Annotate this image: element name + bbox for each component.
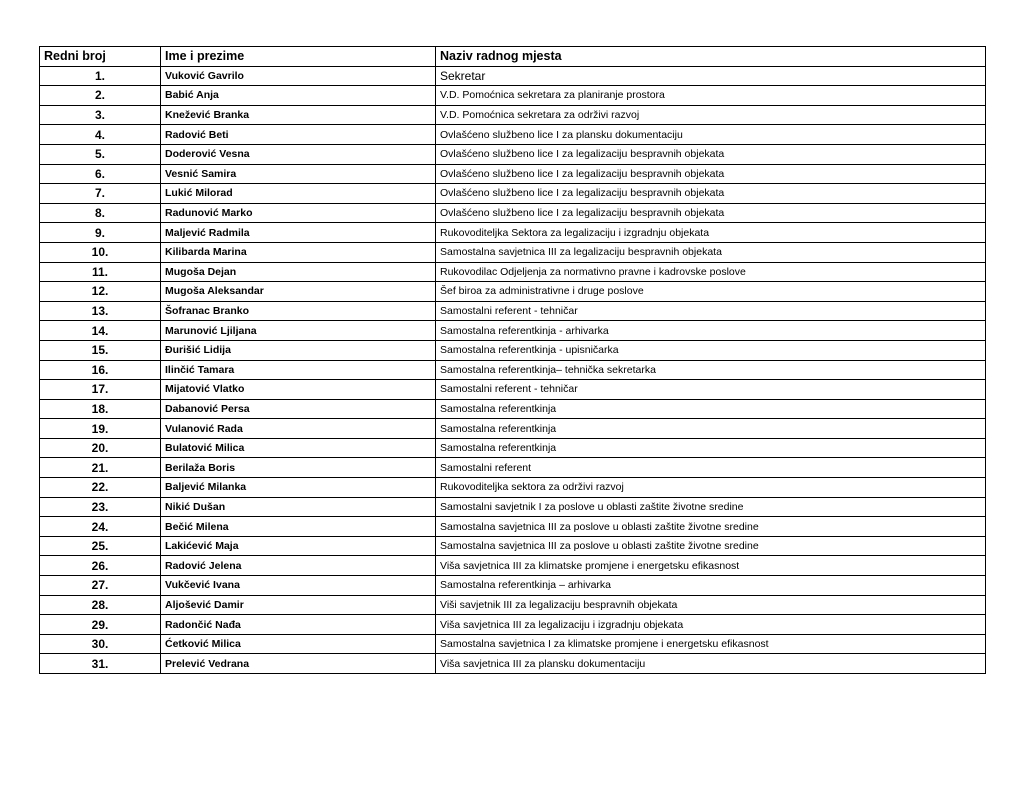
employee-name: Maljević Radmila [161, 223, 436, 243]
job-title: Samostalna referentkinja - arhivarka [436, 321, 986, 341]
job-title: Ovlašćeno službeno lice I za legalizaciju bespravnih objekata [436, 203, 986, 223]
employee-name: Vukčević Ivana [161, 576, 436, 596]
employee-name: Baljević Milanka [161, 478, 436, 498]
table-header-row [40, 47, 986, 67]
employee-name: Bulatović Milica [161, 438, 436, 458]
employee-name: Radončić Nađa [161, 615, 436, 635]
employee-name: Marunović Ljiljana [161, 321, 436, 341]
row-number: 1. [40, 66, 161, 86]
employee-name: Mugoša Dejan [161, 262, 436, 282]
table-row [40, 380, 986, 400]
employee-name: Ćetković Milica [161, 634, 436, 654]
employee-name: Radunović Marko [161, 203, 436, 223]
employee-name: Prelević Vedrana [161, 654, 436, 674]
employee-name: Vesnić Samira [161, 164, 436, 184]
job-title: Samostalna savjetnica III za poslove u oblasti zaštite životne sredine [436, 536, 986, 556]
employee-table [39, 46, 986, 674]
employee-name: Mugoša Aleksandar [161, 282, 436, 302]
job-title: Viša savjetnica III za klimatske promjene i energetsku efikasnost [436, 556, 986, 576]
job-title: Samostalna referentkinja [436, 399, 986, 419]
row-number: 14. [40, 321, 161, 341]
employee-name: Radović Jelena [161, 556, 436, 576]
row-number: 8. [40, 203, 161, 223]
table-row [40, 576, 986, 596]
job-title: Samostalna referentkinja– tehnička sekretarka [436, 360, 986, 380]
table-body [40, 66, 986, 673]
job-title: Viša savjetnica III za plansku dokumentaciju [436, 654, 986, 674]
job-title: Ovlašćeno službeno lice I za legalizaciju bespravnih objekata [436, 144, 986, 164]
table-row [40, 282, 986, 302]
job-title: Šef biroa za administrativne i druge poslove [436, 282, 986, 302]
header-position: Naziv radnog mjesta [436, 47, 986, 67]
table-row [40, 458, 986, 478]
table-row [40, 556, 986, 576]
job-title: V.D. Pomoćnica sekretara za planiranje prostora [436, 86, 986, 106]
employee-name: Kilibarda Marina [161, 242, 436, 262]
employee-name: Ilinčić Tamara [161, 360, 436, 380]
row-number: 30. [40, 634, 161, 654]
employee-name: Babić Anja [161, 86, 436, 106]
employee-name: Knežević Branka [161, 105, 436, 125]
employee-name: Vuković Gavrilo [161, 66, 436, 86]
job-title: Ovlašćeno službeno lice I za legalizaciju bespravnih objekata [436, 164, 986, 184]
job-title: Samostalna savjetnica III za poslove u oblasti zaštite životne sredine [436, 517, 986, 537]
job-title: Sekretar [436, 66, 986, 86]
row-number: 22. [40, 478, 161, 498]
table-row [40, 654, 986, 674]
table-row [40, 615, 986, 635]
table-row [40, 223, 986, 243]
job-title: Rukovodilac Odjeljenja za normativno pravne i kadrovske poslove [436, 262, 986, 282]
table-row [40, 340, 986, 360]
job-title: Rukovoditeljka sektora za održivi razvoj [436, 478, 986, 498]
table-row [40, 301, 986, 321]
table-row [40, 478, 986, 498]
job-title: Ovlašćeno službeno lice I za plansku dokumentaciju [436, 125, 986, 145]
row-number: 6. [40, 164, 161, 184]
row-number: 10. [40, 242, 161, 262]
job-title: Rukovoditeljka Sektora za legalizaciju i izgradnju objekata [436, 223, 986, 243]
job-title: Samostalni referent [436, 458, 986, 478]
table-row [40, 203, 986, 223]
row-number: 27. [40, 576, 161, 596]
job-title: V.D. Pomoćnica sekretara za održivi razvoj [436, 105, 986, 125]
table-row [40, 360, 986, 380]
header-number: Redni broj [40, 47, 161, 67]
table-row [40, 242, 986, 262]
table-row [40, 262, 986, 282]
row-number: 12. [40, 282, 161, 302]
employee-name: Lukić Milorad [161, 184, 436, 204]
job-title: Samostalni referent - tehničar [436, 380, 986, 400]
table-row [40, 164, 986, 184]
table-row [40, 595, 986, 615]
table-row [40, 399, 986, 419]
job-title: Ovlašćeno službeno lice I za legalizaciju bespravnih objekata [436, 184, 986, 204]
job-title: Samostalna referentkinja [436, 419, 986, 439]
job-title: Samostalni referent - tehničar [436, 301, 986, 321]
job-title: Samostalna referentkinja [436, 438, 986, 458]
row-number: 16. [40, 360, 161, 380]
table-row [40, 438, 986, 458]
employee-name: Mijatović Vlatko [161, 380, 436, 400]
employee-name: Dabanović Persa [161, 399, 436, 419]
row-number: 31. [40, 654, 161, 674]
table-row [40, 125, 986, 145]
row-number: 11. [40, 262, 161, 282]
table-row [40, 321, 986, 341]
row-number: 15. [40, 340, 161, 360]
row-number: 21. [40, 458, 161, 478]
table-row [40, 66, 986, 86]
row-number: 3. [40, 105, 161, 125]
row-number: 2. [40, 86, 161, 106]
employee-name: Vulanović Rada [161, 419, 436, 439]
table-row [40, 634, 986, 654]
job-title: Samostalna savjetnica III za legalizaciju bespravnih objekata [436, 242, 986, 262]
employee-name: Doderović Vesna [161, 144, 436, 164]
job-title: Samostalna savjetnica I za klimatske promjene i energetsku efikasnost [436, 634, 986, 654]
employee-name: Nikić Dušan [161, 497, 436, 517]
header-name: Ime i prezime [161, 47, 436, 67]
row-number: 25. [40, 536, 161, 556]
row-number: 4. [40, 125, 161, 145]
table-row [40, 497, 986, 517]
row-number: 19. [40, 419, 161, 439]
row-number: 9. [40, 223, 161, 243]
row-number: 26. [40, 556, 161, 576]
table-row [40, 419, 986, 439]
employee-name: Šofranac Branko [161, 301, 436, 321]
employee-name: Lakićević Maja [161, 536, 436, 556]
employee-name: Aljošević Damir [161, 595, 436, 615]
employee-name: Radović Beti [161, 125, 436, 145]
row-number: 7. [40, 184, 161, 204]
row-number: 18. [40, 399, 161, 419]
employee-name: Đurišić Lidija [161, 340, 436, 360]
table-row [40, 86, 986, 106]
employee-name: Berilaža Boris [161, 458, 436, 478]
row-number: 13. [40, 301, 161, 321]
job-title: Viša savjetnica III za legalizaciju i izgradnju objekata [436, 615, 986, 635]
employee-name: Bečić Milena [161, 517, 436, 537]
row-number: 29. [40, 615, 161, 635]
table-row [40, 105, 986, 125]
job-title: Samostalni savjetnik I za poslove u oblasti zaštite životne sredine [436, 497, 986, 517]
job-title: Samostalna referentkinja - upisničarka [436, 340, 986, 360]
table-row [40, 536, 986, 556]
row-number: 28. [40, 595, 161, 615]
row-number: 5. [40, 144, 161, 164]
job-title: Viši savjetnik III za legalizaciju bespravnih objekata [436, 595, 986, 615]
table-row [40, 144, 986, 164]
row-number: 24. [40, 517, 161, 537]
row-number: 20. [40, 438, 161, 458]
row-number: 17. [40, 380, 161, 400]
job-title: Samostalna referentkinja – arhivarka [436, 576, 986, 596]
table-row [40, 184, 986, 204]
row-number: 23. [40, 497, 161, 517]
table-row [40, 517, 986, 537]
